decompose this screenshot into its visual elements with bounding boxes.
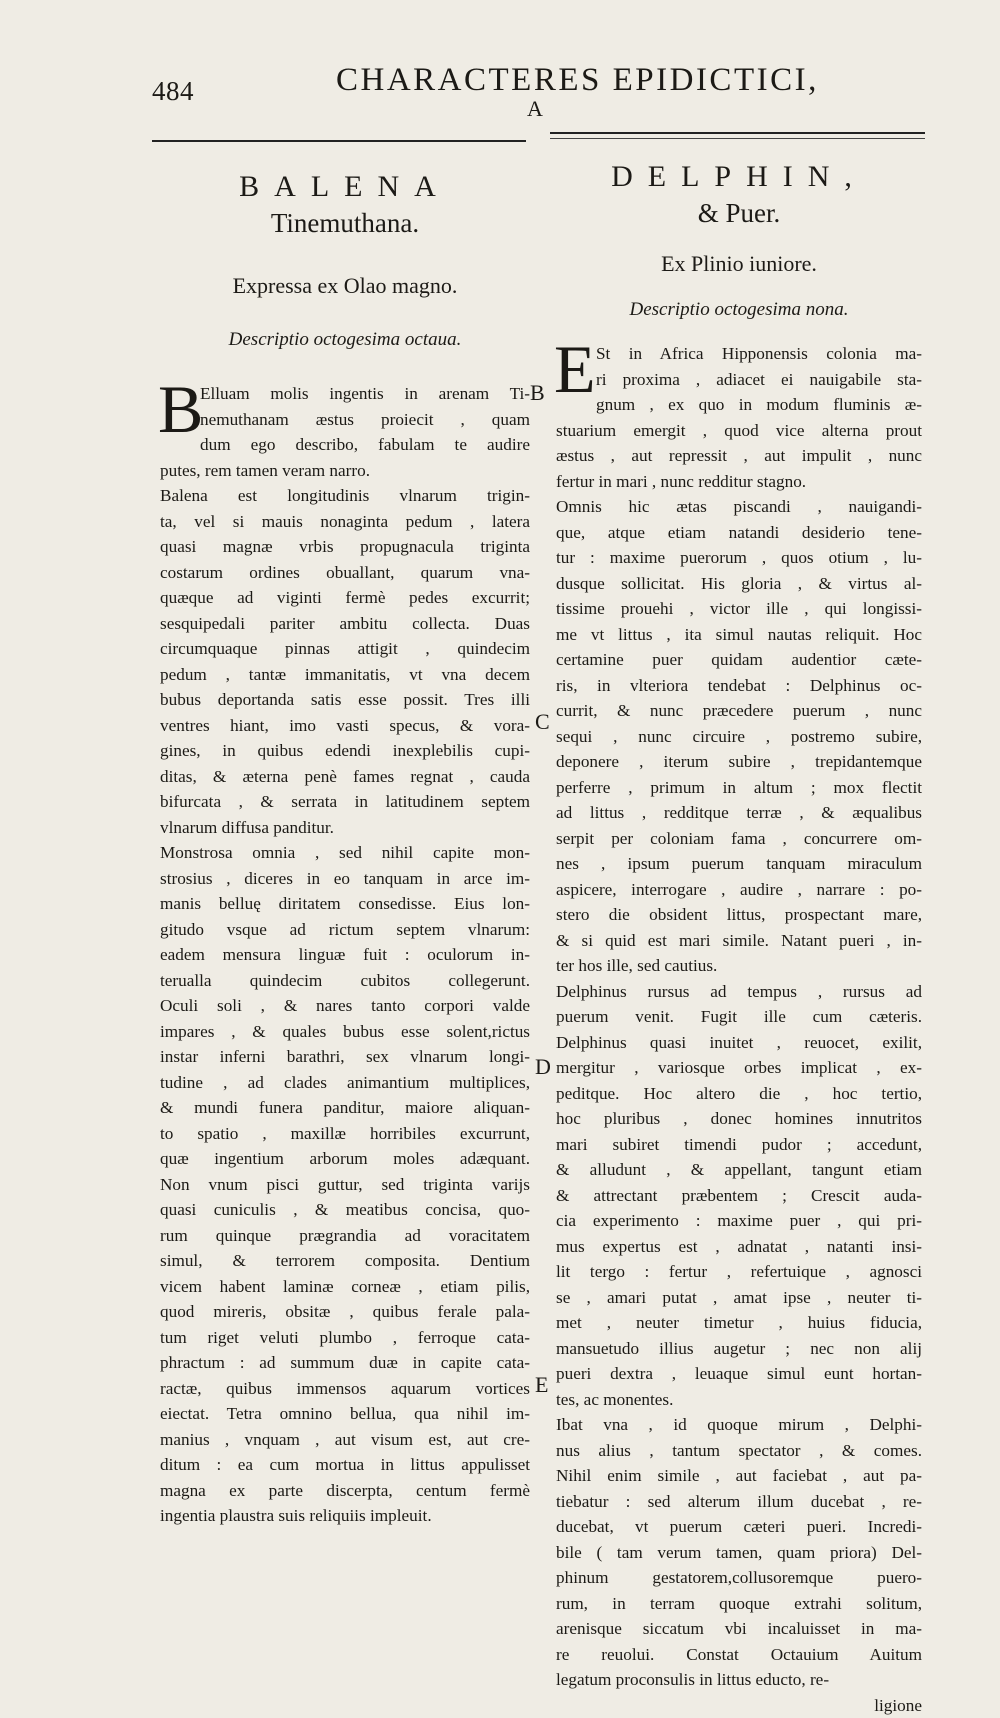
text-line: certamine puer quidam audentior cæte- <box>556 647 922 673</box>
text-line: St in Africa Hipponensis colonia ma- <box>596 341 922 367</box>
text-line: ditas, & æterna penè fames regnat , cauda <box>160 764 530 790</box>
left-lines <box>160 458 530 1529</box>
left-subtitle: Tinemuthana. <box>160 208 530 239</box>
text-line: Monstrosa omnia , sed nihil capite mon- <box>160 840 530 866</box>
text-line: manis belluę diritatem consedisse. Eius lon- <box>160 891 530 917</box>
text-line: phinum gestatorem,collusoremque puero- <box>556 1565 922 1591</box>
margin-marker-a: A <box>527 96 543 122</box>
text-line: gnum , ex quo in modum fluminis æ- <box>596 392 922 418</box>
margin-marker-c: C <box>535 709 550 735</box>
right-title: DELPHIN, <box>556 160 922 194</box>
text-line: ad littus , redditque terræ , & æqualibus <box>556 800 922 826</box>
text-line: mus expertus est , adnatat , natanti insi- <box>556 1234 922 1260</box>
text-line: ducebat, vt puerum cæteri pueri. Incredi- <box>556 1514 922 1540</box>
text-line: magna ex parte discerpta, centum fermè <box>160 1478 530 1504</box>
text-line: legatum proconsulis in littus educto, re- <box>556 1667 922 1693</box>
text-line: peditque. Hoc altero die , hoc tertio, <box>556 1081 922 1107</box>
text-line: tes, ac monentes. <box>556 1387 922 1413</box>
right-description-heading: Descriptio octogesima nona. <box>556 299 922 321</box>
text-line: ris, in vlteriora tendebat : Delphinus oc- <box>556 673 922 699</box>
text-line: Non vnum pisci guttur, sed triginta varijs <box>160 1172 530 1198</box>
text-line: met , neuter timetur , huius fiducia, <box>556 1310 922 1336</box>
text-line: ractæ, quibus immensos aquarum vortices <box>160 1376 530 1402</box>
left-description-heading: Descriptio octogesima octaua. <box>160 329 530 351</box>
right-subtitle: & Puer. <box>556 198 922 229</box>
running-title: CHARACTERES EPIDICTICI, <box>336 62 819 99</box>
page-number: 484 <box>152 76 194 107</box>
text-line: quæque ad viginti fermè pedes excurrit; <box>160 585 530 611</box>
text-line: Elluam molis ingentis in arenam Ti- <box>200 381 530 407</box>
left-body <box>160 381 530 1529</box>
text-line: pedum , tantæ immanitatis, vt vna decem <box>160 662 530 688</box>
text-line: lit tergo : fertur , refertuique , agnosci <box>556 1259 922 1285</box>
text-line: me vt littus , ita simul nautas reliquit. Hoc <box>556 622 922 648</box>
left-first-lines <box>160 381 530 458</box>
text-line: quasi cuniculis , & meatibus concisa, quo- <box>160 1197 530 1223</box>
catchword: ligione <box>556 1693 922 1718</box>
text-line: cia experimento : maxime puer , qui pri- <box>556 1208 922 1234</box>
text-line: nemuthanam æstus proiecit , quam <box>200 407 530 433</box>
text-line: gitudo vsque ad rictum septem vlnarum: <box>160 917 530 943</box>
text-line: impares , & quales bubus esse solent,rictus <box>160 1019 530 1045</box>
text-line: mansuetudo illius augetur ; nec non alij <box>556 1336 922 1362</box>
header-rule-left <box>152 140 526 142</box>
text-line: vicem habent laminæ corneæ , etiam pilis, <box>160 1274 530 1300</box>
text-line: mari subiret timendi pudor ; accedunt, <box>556 1132 922 1158</box>
margin-marker-b: B <box>530 380 545 406</box>
text-line: tum riget veluti plumbo , ferroque cata- <box>160 1325 530 1351</box>
text-line: instar inferni barathri, sex vlnarum longi- <box>160 1044 530 1070</box>
text-line: sequi , nunc circuire , postremo subire, <box>556 724 922 750</box>
text-line: aspicere, interrogare , audire , narrare : po- <box>556 877 922 903</box>
text-line: tiebatur : sed alterum illum ducebat , re- <box>556 1489 922 1515</box>
text-line: ventres hiant, imo vasti specus, & vora- <box>160 713 530 739</box>
text-line: quæ ingentium arborum moles adæquant. <box>160 1146 530 1172</box>
text-line: Delphinus quasi inuitet , reuocet, exilit, <box>556 1030 922 1056</box>
text-line: Balena est longitudinis vlnarum trigin- <box>160 483 530 509</box>
text-line: ri proxima , adiacet ei nauigabile sta- <box>596 367 922 393</box>
text-line: puerum venit. Fugit ille cum cæteris. <box>556 1004 922 1030</box>
text-line: rum, in terram quoque extrahi solitum, <box>556 1591 922 1617</box>
right-body <box>556 341 922 1718</box>
text-line: deponere , iterum subire , trepidantemque <box>556 749 922 775</box>
text-line: ter hos ille, sed cautius. <box>556 953 922 979</box>
text-line: vlnarum diffusa panditur. <box>160 815 530 841</box>
text-line: putes, rem tamen veram narro. <box>160 458 530 484</box>
margin-marker-e: E <box>535 1372 548 1398</box>
right-dropcap: E <box>554 335 596 403</box>
text-line: manius , vnquam , aut visum est, aut cre- <box>160 1427 530 1453</box>
right-column <box>556 160 922 1718</box>
text-line: circumquaque pinnas attigit , quindecim <box>160 636 530 662</box>
text-line: arenisque siccatum vbi incaluisset in ma- <box>556 1616 922 1642</box>
header-rule-right-thin <box>550 138 925 139</box>
text-line: re reuolui. Constat Octauium Auitum <box>556 1642 922 1668</box>
text-line: Ibat vna , id quoque mirum , Delphi- <box>556 1412 922 1438</box>
text-line: & alludunt , & appellant, tangunt etiam <box>556 1157 922 1183</box>
text-line: mergitur , variosque orbes implicat , ex- <box>556 1055 922 1081</box>
text-line: bifurcata , & serrata in latitudinem septem <box>160 789 530 815</box>
left-dropcap: B <box>158 375 203 443</box>
text-line: eadem mensura linguæ fuit : oculorum in- <box>160 942 530 968</box>
right-first-lines <box>556 341 922 418</box>
text-line: serpit per coloniam fama , concurrere om- <box>556 826 922 852</box>
text-line: Oculi soli , & nares tanto corpori valde <box>160 993 530 1019</box>
text-line: se , amari putat , amat ipse , neuter ti- <box>556 1285 922 1311</box>
text-line: dusque sollicitat. His gloria , & virtus al- <box>556 571 922 597</box>
text-line: tissime prouehi , victor ille , qui longissi- <box>556 596 922 622</box>
text-line: nes , ipsum puerum tanquam miraculum <box>556 851 922 877</box>
text-line: ingentia plaustra suis reliquiis impleuit. <box>160 1503 530 1529</box>
text-line: pueri dextra , leuaque simul eunt hortan- <box>556 1361 922 1387</box>
text-line: & si quid est mari simile. Natant pueri , in- <box>556 928 922 954</box>
margin-marker-d: D <box>535 1054 551 1080</box>
text-line: ditum : ea cum mortua in littus appulisset <box>160 1452 530 1478</box>
text-line: rum quinque prægrandia ad voracitatem <box>160 1223 530 1249</box>
text-line: ta, vel si mauis nonaginta pedum , latera <box>160 509 530 535</box>
text-line: terualla quindecim cubitos collegerunt. <box>160 968 530 994</box>
text-line: fertur in mari , nunc redditur stagno. <box>556 469 922 495</box>
text-line: stuarium emergit , quod vice alterna prout <box>556 418 922 444</box>
left-column <box>160 170 530 1529</box>
text-line: & attrectant præbentem ; Crescit auda- <box>556 1183 922 1209</box>
text-line: bile ( tam verum tamen, quam priora) Del- <box>556 1540 922 1566</box>
text-line: bubus deportanda satis esse possit. Tres illi <box>160 687 530 713</box>
text-line: que, atque etiam natandi desiderio tene- <box>556 520 922 546</box>
text-line: stero die obsident littus, prospectant mare, <box>556 902 922 928</box>
text-line: tur : maxime puerorum , quos otium , lu- <box>556 545 922 571</box>
text-line: dum ego describo, fabulam te audire <box>200 432 530 458</box>
text-line: currit, & nunc præcedere puerum , nunc <box>556 698 922 724</box>
left-title: BALENA <box>160 170 530 204</box>
text-line: simul, & terrorem composita. Dentium <box>160 1248 530 1274</box>
text-line: to spatio , maxillæ horribiles excurrunt, <box>160 1121 530 1147</box>
text-line: sesquipedali pariter ambitu collecta. Duas <box>160 611 530 637</box>
text-line: nus alius , tantum spectator , & comes. <box>556 1438 922 1464</box>
right-lines <box>556 418 922 1693</box>
text-line: phractum : ad summum duæ in capite cata- <box>160 1350 530 1376</box>
left-source: Expressa ex Olao magno. <box>160 273 530 299</box>
text-line: & mundi funera panditur, maiore aliquan- <box>160 1095 530 1121</box>
right-source: Ex Plinio iuniore. <box>556 251 922 277</box>
text-line: Delphinus rursus ad tempus , rursus ad <box>556 979 922 1005</box>
text-line: Nihil enim simile , aut faciebat , aut pa- <box>556 1463 922 1489</box>
header-rule-right <box>550 132 925 134</box>
text-line: Omnis hic ætas piscandi , nauigandi- <box>556 494 922 520</box>
text-line: perferre , primum in altum ; mox flectit <box>556 775 922 801</box>
text-line: æstus , aut repressit , aut impulit , nunc <box>556 443 922 469</box>
text-line: tudine , ad clades animantium multiplices, <box>160 1070 530 1096</box>
text-line: costarum ordines obuallant, quarum vna- <box>160 560 530 586</box>
text-line: quasi magnæ vrbis propugnacula triginta <box>160 534 530 560</box>
text-line: hoc pluribus , donec homines innutritos <box>556 1106 922 1132</box>
text-line: gines, in quibus edendi inexplebilis cupi- <box>160 738 530 764</box>
text-line: strosius , diceres in eo tanquam in arce im- <box>160 866 530 892</box>
text-line: eiectat. Tetra omnino bellua, qua nihil im- <box>160 1401 530 1427</box>
text-line: quod mireris, obsitæ , quibus ferale pala- <box>160 1299 530 1325</box>
